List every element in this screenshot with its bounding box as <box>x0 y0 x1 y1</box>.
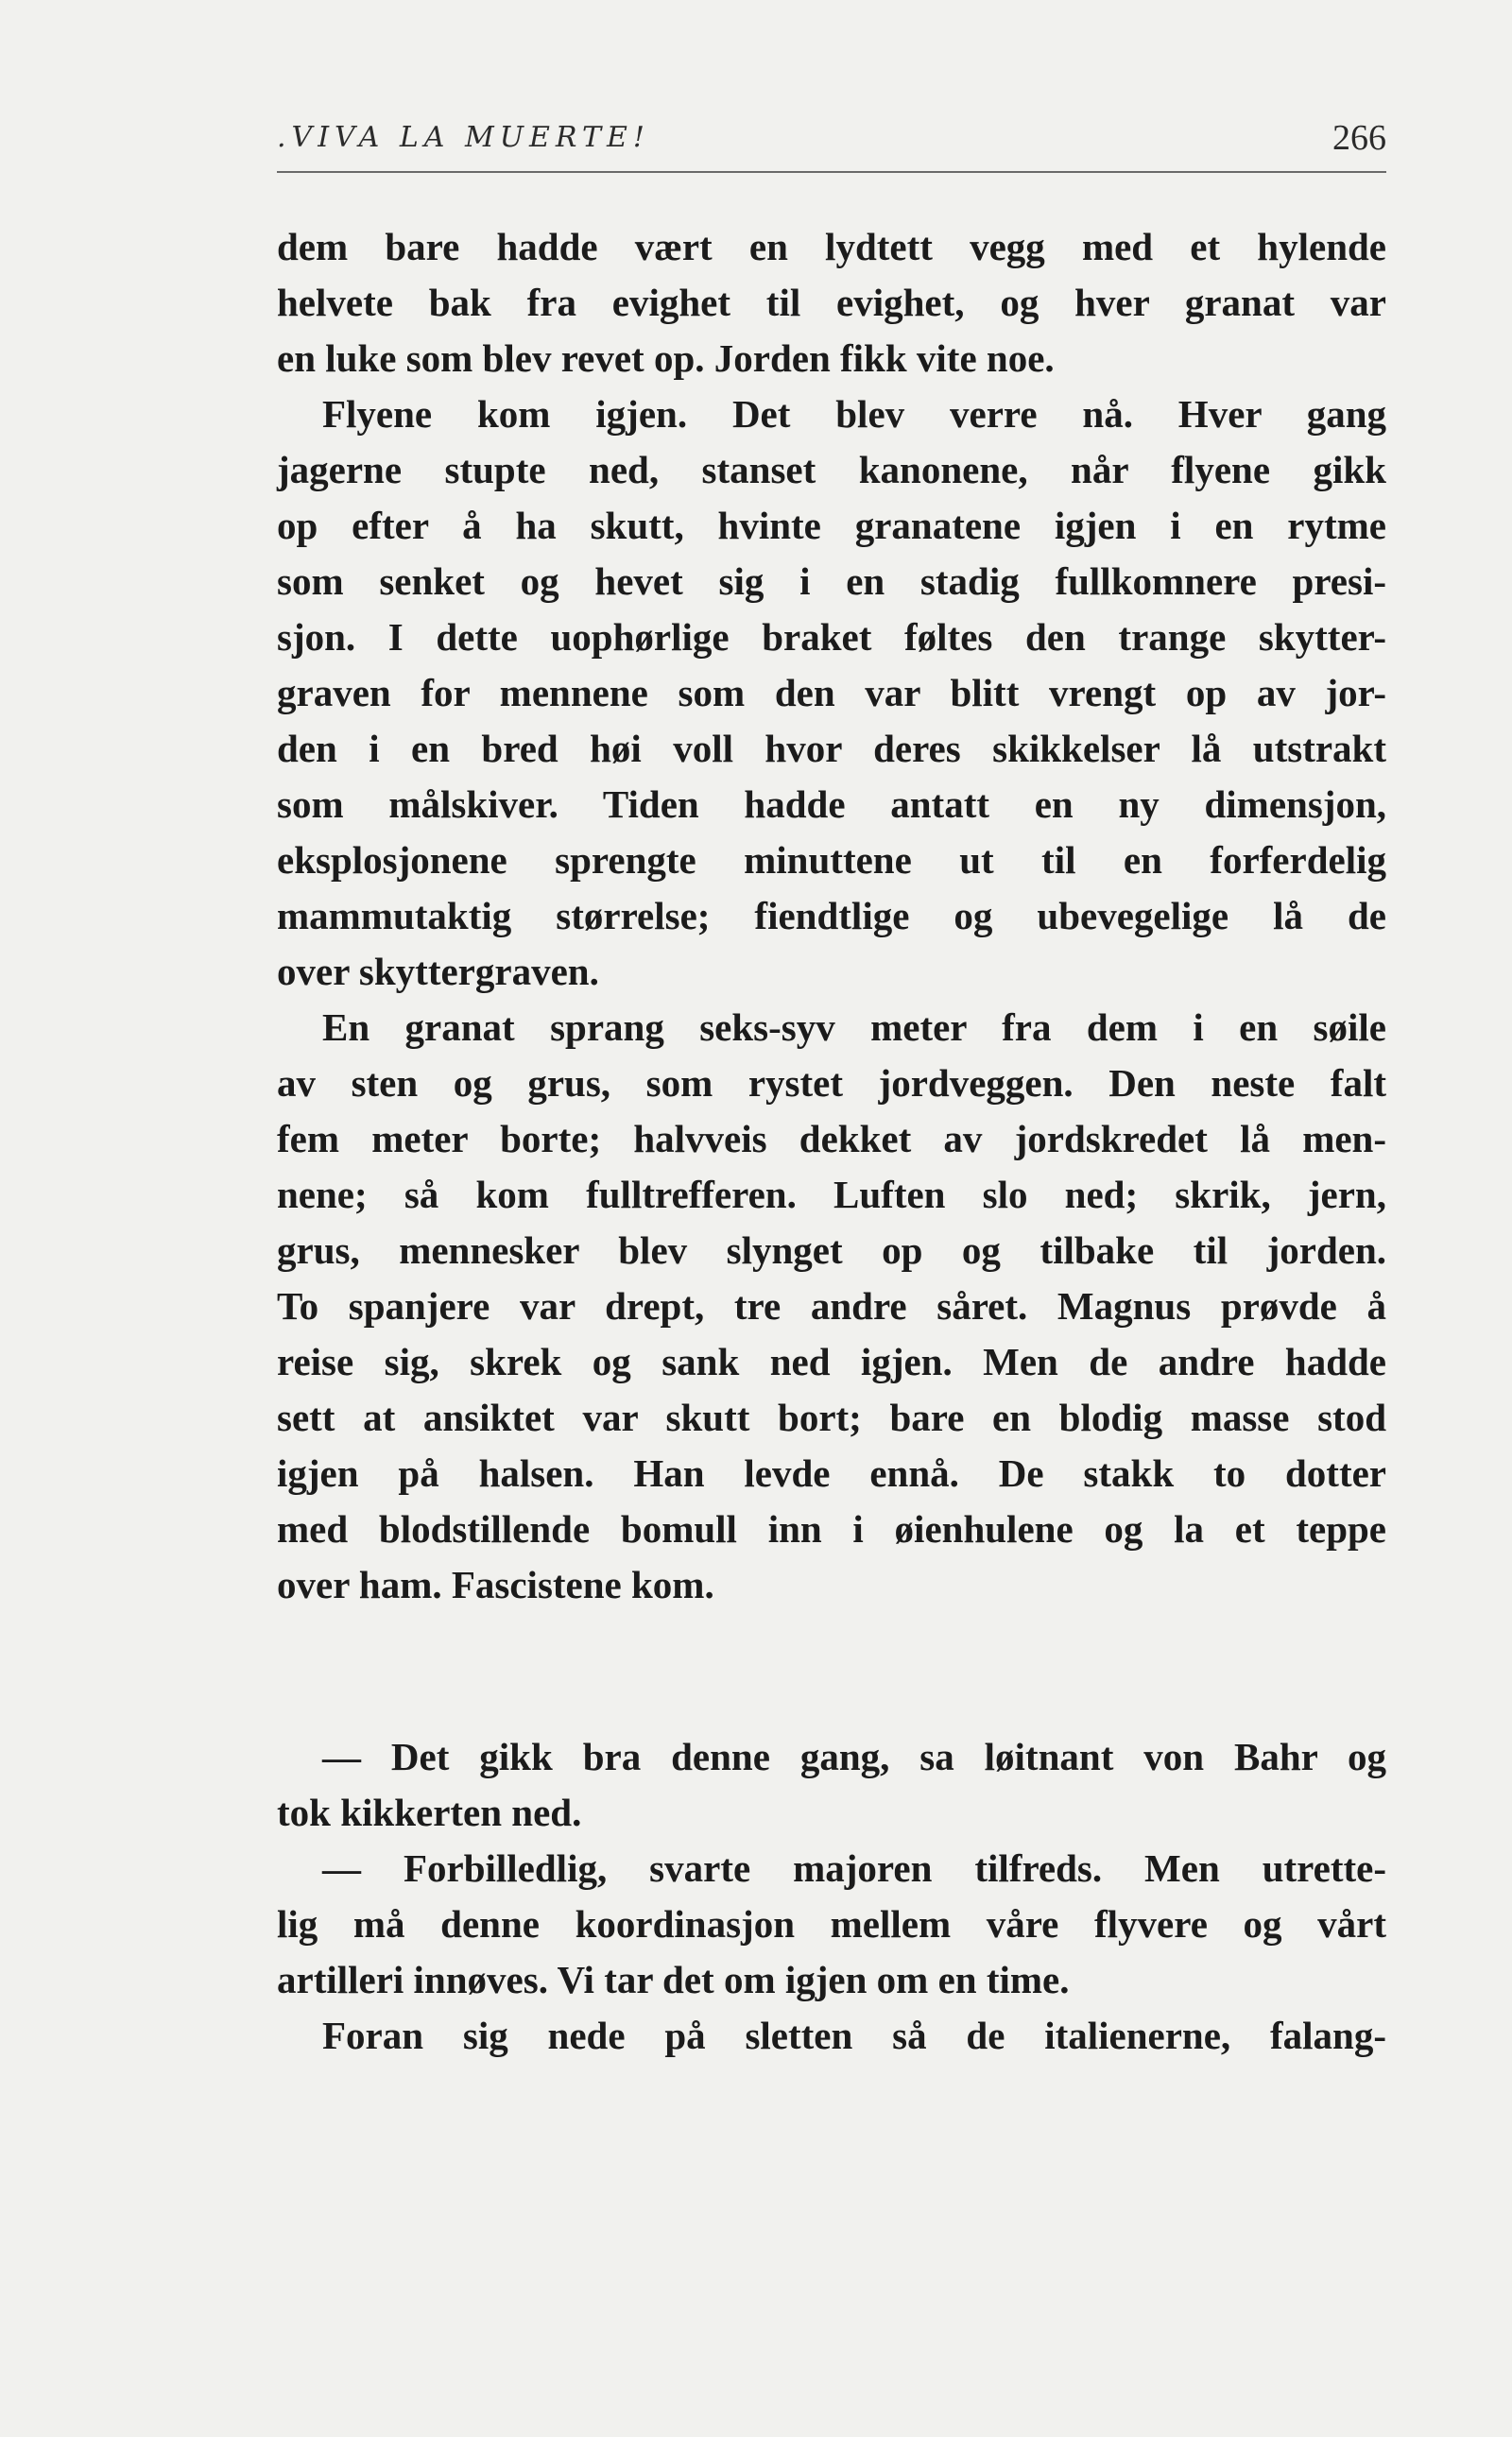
text-line: graven for mennene som den var blitt vrengt op av jor- <box>277 671 1386 714</box>
text-line: som senket og hevet sig i en stadig fullkomnere presi- <box>277 559 1386 603</box>
page-number: 266 <box>1332 118 1386 158</box>
text-line: over ham. Fascistene kom. <box>277 1563 714 1606</box>
text-line: lig må denne koordinasjon mellem våre flyvere og vårt <box>277 1902 1386 1946</box>
text-line: en luke som blev revet op. Jorden fikk vite noe. <box>277 336 1055 380</box>
text-line: Flyene kom igjen. Det blev verre nå. Hver gang <box>322 392 1386 436</box>
text-line: sett at ansiktet var skutt bort; bare en blodig masse stod <box>277 1396 1386 1439</box>
text-line: fem meter borte; halvveis dekket av jordskredet lå men- <box>277 1117 1386 1160</box>
running-title: .VIVA LA MUERTE! <box>277 121 650 154</box>
text-line: eksplosjonene sprengte minuttene ut til en forferdelig <box>277 838 1386 882</box>
text-line: sjon. I dette uophørlige braket føltes den trange skytter- <box>277 615 1386 659</box>
text-line: op efter å ha skutt, hvinte granatene igjen i en rytme <box>277 504 1386 547</box>
text-line: Foran sig nede på sletten så de italienerne, falang- <box>322 2014 1386 2057</box>
header-rule <box>277 171 1386 173</box>
text-line: — Forbilledlig, svarte majoren tilfreds. Men utrette- <box>322 1846 1386 1890</box>
text-block-1 <box>277 219 1386 1613</box>
running-head <box>277 113 1386 170</box>
text-line: mammutaktig størrelse; fiendtlige og ubevegelige lå de <box>277 894 1386 937</box>
text-line: av sten og grus, som rystet jordveggen. Den neste falt <box>277 1061 1386 1105</box>
text-line: den i en bred høi voll hvor deres skikkelser lå utstrakt <box>277 727 1386 770</box>
text-line: over skyttergraven. <box>277 950 599 993</box>
text-line: igjen på halsen. Han levde ennå. De stakk to dotter <box>277 1451 1386 1495</box>
text-block-2 <box>277 1729 1386 2064</box>
text-line: reise sig, skrek og sank ned igjen. Men de andre hadde <box>277 1340 1386 1383</box>
text-line: grus, mennesker blev slynget op og tilbake til jorden. <box>277 1228 1386 1272</box>
text-line: artilleri innøves. Vi tar det om igjen om en time. <box>277 1958 1070 2001</box>
text-line: To spanjere var drept, tre andre såret. Magnus prøvde å <box>277 1284 1386 1328</box>
text-line: jagerne stupte ned, stanset kanonene, når flyene gikk <box>277 448 1386 491</box>
text-line: dem bare hadde vært en lydtett vegg med et hylende <box>277 225 1386 268</box>
text-line: med blodstillende bomull inn i øienhulene og la et teppe <box>277 1507 1386 1551</box>
text-line: — Det gikk bra denne gang, sa løitnant von Bahr og <box>322 1735 1386 1778</box>
text-line: helvete bak fra evighet til evighet, og hver granat var <box>277 281 1386 324</box>
text-line: tok kikkerten ned. <box>277 1791 582 1834</box>
text-line: som målskiver. Tiden hadde antatt en ny dimensjon, <box>277 782 1386 826</box>
text-line: En granat sprang seks-syv meter fra dem i en søile <box>322 1005 1386 1049</box>
text-line: nene; så kom fulltrefferen. Luften slo ned; skrik, jern, <box>277 1173 1386 1216</box>
